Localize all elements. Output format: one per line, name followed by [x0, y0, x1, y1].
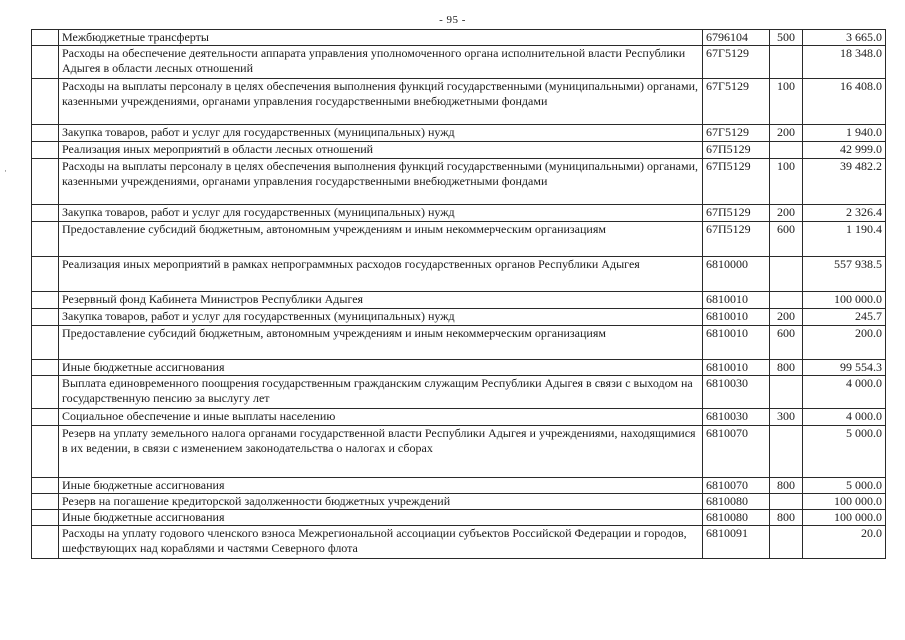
row-vr-cell: 200	[770, 205, 803, 222]
row-blank-cell	[32, 478, 59, 494]
row-code-cell: 67П5129	[703, 205, 770, 222]
row-blank-cell	[32, 526, 59, 559]
row-blank-cell	[32, 222, 59, 257]
row-sum-cell: 20.0	[803, 526, 886, 559]
row-code-cell: 6810030	[703, 409, 770, 426]
row-sum-cell: 3 665.0	[803, 30, 886, 46]
row-code-cell: 6810091	[703, 526, 770, 559]
row-code-cell: 6810070	[703, 478, 770, 494]
row-code-cell: 6810010	[703, 309, 770, 326]
row-vr-cell: 200	[770, 309, 803, 326]
row-name-cell: Закупка товаров, работ и услуг для государственных (муниципальных) нужд	[59, 205, 703, 222]
row-vr-cell: 300	[770, 409, 803, 426]
row-name-cell: Иные бюджетные ассигнования	[59, 360, 703, 376]
row-sum-cell: 4 000.0	[803, 409, 886, 426]
row-code-cell: 67П5129	[703, 159, 770, 205]
row-code-cell: 6796104	[703, 30, 770, 46]
row-code-cell: 6810080	[703, 494, 770, 510]
row-vr-cell	[770, 426, 803, 478]
row-blank-cell	[32, 46, 59, 79]
row-blank-cell	[32, 205, 59, 222]
row-sum-cell: 42 999.0	[803, 142, 886, 159]
table-row	[32, 142, 886, 159]
row-name-cell: Резервный фонд Кабинета Министров Республики Адыгея	[59, 292, 703, 309]
row-name-cell: Иные бюджетные ассигнования	[59, 478, 703, 494]
row-vr-cell	[770, 526, 803, 559]
row-sum-cell: 100 000.0	[803, 510, 886, 526]
row-code-cell: 6810010	[703, 326, 770, 360]
row-name-cell: Выплата единовременного поощрения государственным гражданским служащим Республики Адыгея в связи с выходом на государственную пенсию за выслугу лет	[59, 376, 703, 409]
row-sum-cell: 99 554.3	[803, 360, 886, 376]
table-row	[32, 292, 886, 309]
table-row	[32, 46, 886, 79]
row-code-cell: 6810000	[703, 257, 770, 292]
table-row	[32, 222, 886, 257]
row-name-cell: Предоставление субсидий бюджетным, автономным учреждениям и иным некоммерческим организациям	[59, 326, 703, 360]
row-name-cell: Межбюджетные трансферты	[59, 30, 703, 46]
table-row	[32, 510, 886, 526]
row-sum-cell: 245.7	[803, 309, 886, 326]
table-row	[32, 159, 886, 205]
row-vr-cell	[770, 494, 803, 510]
row-blank-cell	[32, 309, 59, 326]
table-row	[32, 360, 886, 376]
row-vr-cell: 800	[770, 478, 803, 494]
row-code-cell: 67Г5129	[703, 125, 770, 142]
row-sum-cell: 16 408.0	[803, 79, 886, 125]
budget-table-body	[32, 30, 886, 559]
row-vr-cell: 600	[770, 222, 803, 257]
row-blank-cell	[32, 494, 59, 510]
row-code-cell: 6810030	[703, 376, 770, 409]
row-blank-cell	[32, 159, 59, 205]
budget-table	[31, 29, 886, 559]
row-blank-cell	[32, 125, 59, 142]
row-code-cell: 6810070	[703, 426, 770, 478]
row-name-cell: Закупка товаров, работ и услуг для государственных (муниципальных) нужд	[59, 309, 703, 326]
row-blank-cell	[32, 376, 59, 409]
row-sum-cell: 5 000.0	[803, 426, 886, 478]
row-vr-cell: 800	[770, 510, 803, 526]
row-blank-cell	[32, 510, 59, 526]
row-sum-cell: 200.0	[803, 326, 886, 360]
row-vr-cell: 600	[770, 326, 803, 360]
row-sum-cell: 100 000.0	[803, 292, 886, 309]
table-row	[32, 426, 886, 478]
table-row	[32, 494, 886, 510]
row-vr-cell: 500	[770, 30, 803, 46]
table-row	[32, 309, 886, 326]
row-vr-cell	[770, 376, 803, 409]
row-vr-cell: 100	[770, 159, 803, 205]
page-number: - 95 -	[439, 14, 466, 26]
row-name-cell: Реализация иных мероприятий в рамках непрограммных расходов государственных органов Республики Адыгея	[59, 257, 703, 292]
row-vr-cell	[770, 46, 803, 79]
table-row	[32, 79, 886, 125]
row-vr-cell: 800	[770, 360, 803, 376]
row-code-cell: 67П5129	[703, 142, 770, 159]
row-vr-cell: 200	[770, 125, 803, 142]
table-row	[32, 326, 886, 360]
row-name-cell: Резерв на погашение кредиторской задолженности бюджетных учреждений	[59, 494, 703, 510]
table-row	[32, 526, 886, 559]
table-row	[32, 478, 886, 494]
table-row	[32, 125, 886, 142]
row-name-cell: Реализация иных мероприятий в области лесных отношений	[59, 142, 703, 159]
row-blank-cell	[32, 426, 59, 478]
row-vr-cell	[770, 257, 803, 292]
row-sum-cell: 557 938.5	[803, 257, 886, 292]
row-code-cell: 67Г5129	[703, 46, 770, 79]
row-code-cell: 67П5129	[703, 222, 770, 257]
row-name-cell: Расходы на выплаты персоналу в целях обеспечения выполнения функций государственными (муниципальными) органами, казенными учреждениями, органами управления государственными внебюджетными фондами	[59, 159, 703, 205]
table-row	[32, 30, 886, 46]
row-name-cell: Иные бюджетные ассигнования	[59, 510, 703, 526]
row-code-cell: 6810010	[703, 360, 770, 376]
row-code-cell: 67Г5129	[703, 79, 770, 125]
row-blank-cell	[32, 142, 59, 159]
row-sum-cell: 18 348.0	[803, 46, 886, 79]
row-sum-cell: 100 000.0	[803, 494, 886, 510]
row-sum-cell: 1 940.0	[803, 125, 886, 142]
row-code-cell: 6810010	[703, 292, 770, 309]
row-blank-cell	[32, 409, 59, 426]
row-vr-cell	[770, 292, 803, 309]
table-row	[32, 205, 886, 222]
row-name-cell: Расходы на уплату годового членского взноса Межрегиональной ассоциации субъектов Российской Федерации и городов, шефствующих над кораблями и частями Северного флота	[59, 526, 703, 559]
row-sum-cell: 4 000.0	[803, 376, 886, 409]
row-vr-cell: 100	[770, 79, 803, 125]
table-row	[32, 409, 886, 426]
row-blank-cell	[32, 30, 59, 46]
row-name-cell: Предоставление субсидий бюджетным, автономным учреждениям и иным некоммерческим организациям	[59, 222, 703, 257]
table-row	[32, 376, 886, 409]
row-blank-cell	[32, 292, 59, 309]
scan-artifact: ·	[4, 166, 7, 176]
row-blank-cell	[32, 79, 59, 125]
table-row	[32, 257, 886, 292]
row-vr-cell	[770, 142, 803, 159]
row-blank-cell	[32, 360, 59, 376]
row-name-cell: Расходы на выплаты персоналу в целях обеспечения выполнения функций государственными (муниципальными) органами, казенными учреждениями, органами управления государственными внебюджетными фондами	[59, 79, 703, 125]
row-code-cell: 6810080	[703, 510, 770, 526]
row-sum-cell: 39 482.2	[803, 159, 886, 205]
row-name-cell: Закупка товаров, работ и услуг для государственных (муниципальных) нужд	[59, 125, 703, 142]
row-name-cell: Резерв на уплату земельного налога органами государственной власти Республики Адыгея и учреждениями, находящимися в их ведении, в связи с изменением законодательства о налогах и сборах	[59, 426, 703, 478]
row-name-cell: Расходы на обеспечение деятельности аппарата управления уполномоченного органа исполнительной власти Республики Адыгея в области лесных отношений	[59, 46, 703, 79]
row-blank-cell	[32, 257, 59, 292]
row-name-cell: Социальное обеспечение и иные выплаты населению	[59, 409, 703, 426]
row-sum-cell: 1 190.4	[803, 222, 886, 257]
row-sum-cell: 5 000.0	[803, 478, 886, 494]
row-blank-cell	[32, 326, 59, 360]
row-sum-cell: 2 326.4	[803, 205, 886, 222]
